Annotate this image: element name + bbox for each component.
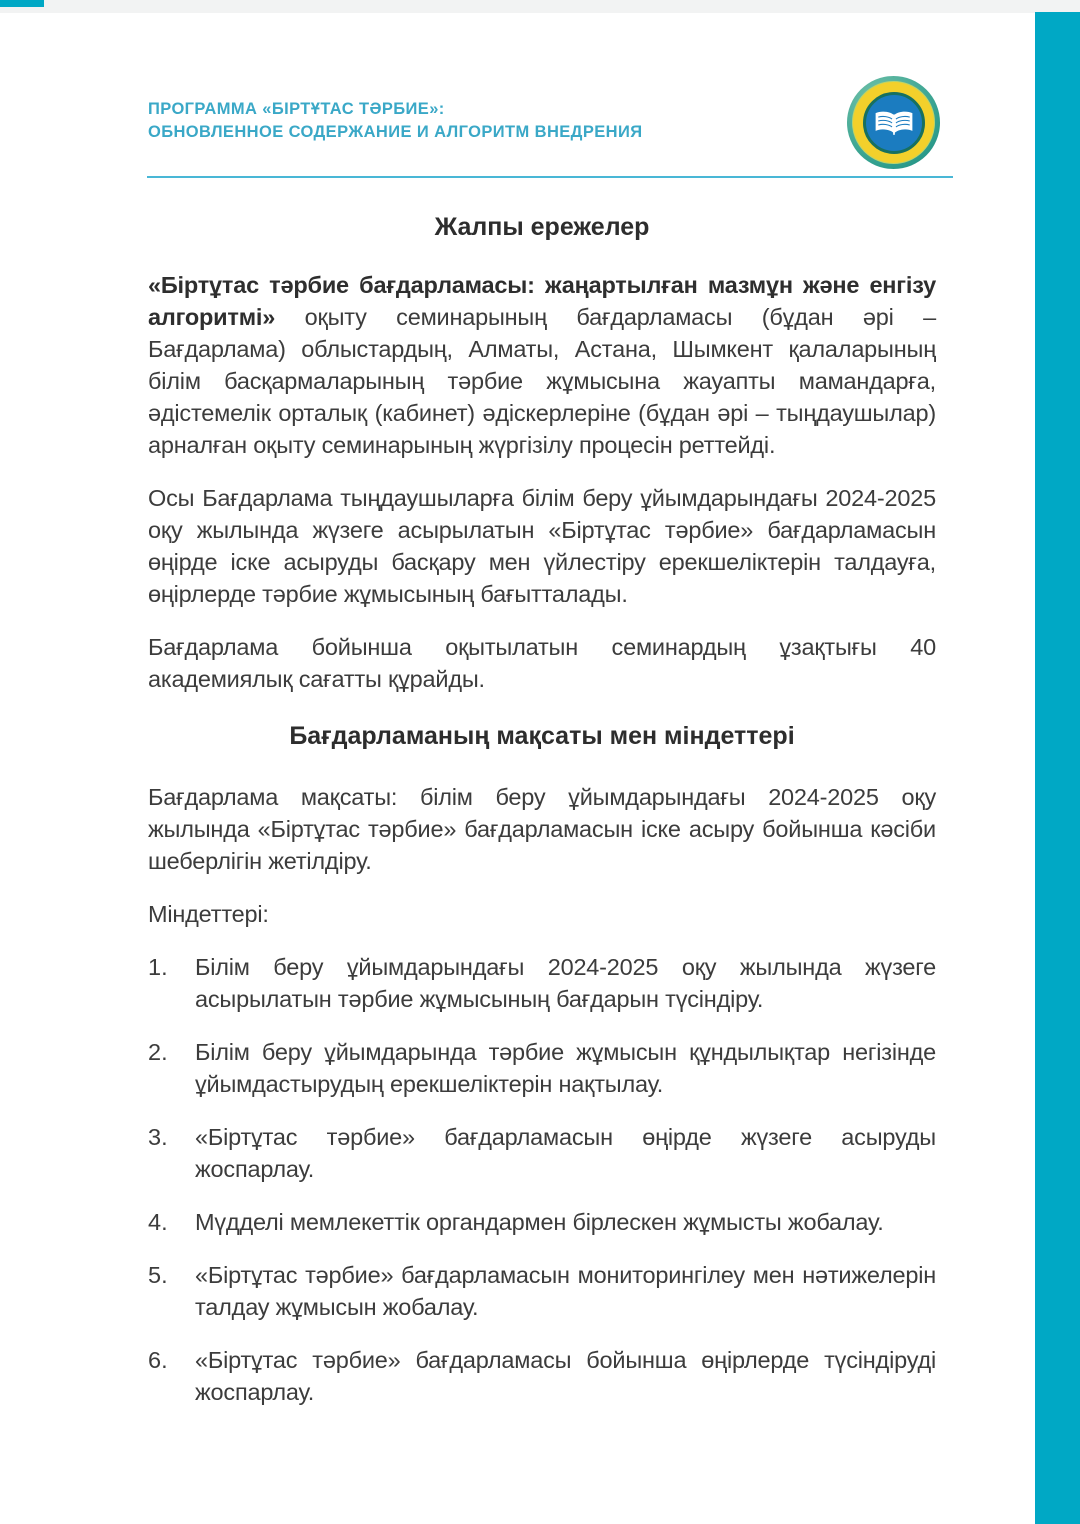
program-header <box>148 98 788 144</box>
task-number: 5. <box>148 1262 168 1288</box>
logo-blue-center <box>863 92 925 154</box>
section2-title: Бағдарламаның мақсаты мен міндеттері <box>289 722 795 750</box>
paragraph-purpose-overview: Осы Бағдарлама тыңдаушыларға білім беру ұйымдарындағы 2024-2025 оқу жылында жүзеге асырылатын «Біртұтас тәрбие» бағдарламасын өңірде іске асыруды басқару мен үйлестіру ерекшеліктерін талдауға, өңірлерде тәрбие жұмысының бағытталады. <box>148 485 936 607</box>
tasks-label: Міндеттері: <box>148 901 269 927</box>
page-top-strip <box>0 0 1080 13</box>
document-body <box>148 213 936 1408</box>
task-number: 3. <box>148 1124 168 1150</box>
tasks-list <box>148 951 936 1408</box>
task-item <box>148 1036 936 1100</box>
open-book-icon <box>873 108 915 138</box>
task-text: Білім беру ұйымдарындағы 2024-2025 оқу жылында жүзеге асырылатын тәрбие жұмысының бағдарын түсіндіру. <box>195 954 936 1012</box>
paragraph-scope-bold-lead: «Біртұтас тәрбие бағдарламасы: жаңартылған мазмұн және енгізу алгоритмі» <box>148 272 936 330</box>
task-number: 1. <box>148 954 168 980</box>
task-number: 6. <box>148 1347 168 1373</box>
header-divider <box>147 176 953 178</box>
institute-logo <box>847 76 940 169</box>
top-left-accent-bar <box>0 0 44 7</box>
task-number: 4. <box>148 1209 168 1235</box>
paragraph-scope <box>148 269 936 461</box>
program-header-line2: ОБНОВЛЕННОЕ СОДЕРЖАНИЕ И АЛГОРИТМ ВНЕДРЕНИЯ <box>148 123 643 141</box>
paragraph-scope-rest: оқыту семинарының бағдарламасы (бұдан әрі – Бағдарлама) облыстардың, Алматы, Астана, Шымкент қалаларының білім басқармаларының тәрбие жұмысына жауапты мамандарға, әдістемелік орталық (кабинет) әдіскерлеріне (бұдан әрі – тыңдаушылар) арналған оқыту семинарының жүргізілу процесін реттейді. <box>148 304 936 458</box>
logo-yellow-ring <box>852 81 935 164</box>
task-item <box>148 951 936 1015</box>
task-number: 2. <box>148 1039 168 1065</box>
task-item <box>148 1206 936 1238</box>
task-text: «Біртұтас тәрбие» бағдарламасын мониторингілеу мен нәтижелерін талдау жұмысын жобалау. <box>195 1262 936 1320</box>
right-accent-bar <box>1035 12 1080 1524</box>
task-item <box>148 1121 936 1185</box>
task-text: «Біртұтас тәрбие» бағдарламасын өңірде жүзеге асыруды жоспарлау. <box>195 1124 936 1182</box>
section1-title: Жалпы ережелер <box>434 213 650 241</box>
task-text: Мүдделі мемлекеттік органдармен бірлескен жұмысты жобалау. <box>195 1209 884 1235</box>
program-header-line1: ПРОГРАММА «БІРТҰТАС ТӘРБИЕ»: <box>148 100 445 118</box>
paragraph-goal: Бағдарлама мақсаты: білім беру ұйымдарындағы 2024-2025 оқу жылында «Біртұтас тәрбие» бағдарламасын іске асыру бойынша кәсіби шеберлігін жетілдіру. <box>148 784 936 874</box>
paragraph-duration: Бағдарлама бойынша оқытылатын семинардың ұзақтығы 40 академиялық сағатты құрайды. <box>148 634 936 692</box>
task-item <box>148 1344 936 1408</box>
task-item <box>148 1259 936 1323</box>
task-text: «Біртұтас тәрбие» бағдарламасы бойынша өңірлерде түсіндіруді жоспарлау. <box>195 1347 936 1405</box>
task-text: Білім беру ұйымдарында тәрбие жұмысын құндылықтар негізінде ұйымдастырудың ерекшеліктерін нақтылау. <box>195 1039 936 1097</box>
